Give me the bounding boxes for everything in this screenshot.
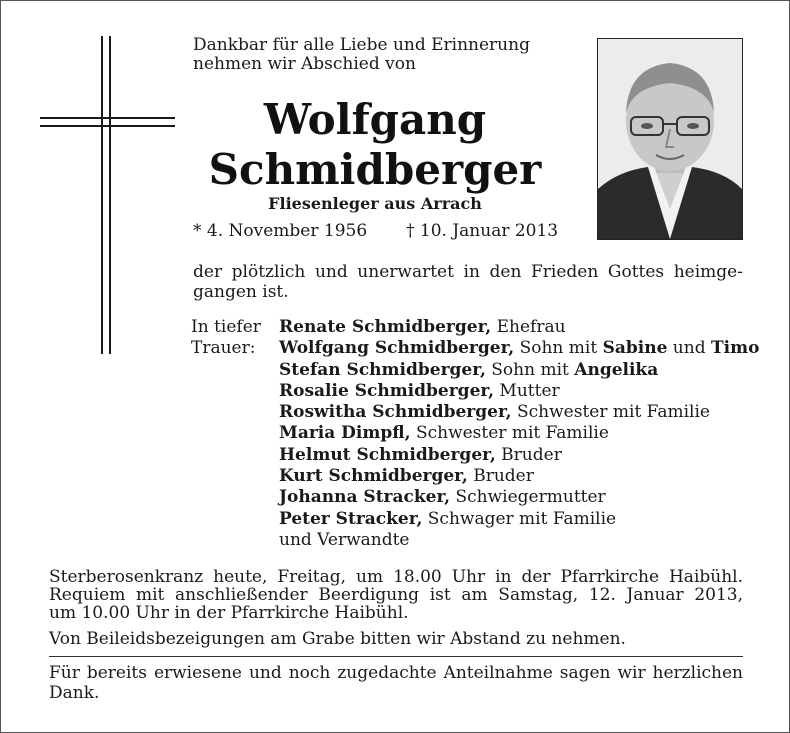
mourners-list <box>279 317 760 551</box>
deceased-first-name: Wolfgang <box>263 95 487 144</box>
services-text <box>49 568 743 622</box>
thanks-line: Für bereits erwiesene und noch zugedachte Anteilnahme sagen wir herzlichen <box>49 663 743 683</box>
death-circumstance-line: gangen ist. <box>193 282 289 302</box>
mourner-item: Rosalie Schmidberger, Mutter <box>279 380 560 401</box>
thanks-text <box>49 663 743 703</box>
mourner-item: Maria Dimpfl, Schwester mit Familie <box>279 423 609 444</box>
thanks-line: Dank. <box>49 683 100 703</box>
mourner-item: Roswitha Schmidberger, Schwester mit Familie <box>279 402 710 423</box>
deceased-occupation: Fliesenleger aus Arrach <box>268 194 482 213</box>
divider-line <box>49 656 743 657</box>
mourning-label-line: In tiefer <box>191 317 261 337</box>
intro-line: nehmen wir Abschied von <box>193 54 416 74</box>
mourner-item: Stefan Schmidberger, Sohn mit Angelika <box>279 359 659 380</box>
death-circumstance-line: der plötzlich und unerwartet in den Frieden Gottes heimge- <box>193 262 743 282</box>
condolences-note: Von Beileidsbezeigungen am Grabe bitten wir Abstand zu nehmen. <box>49 629 626 649</box>
deceased-last-name: Schmidberger <box>208 145 542 194</box>
cross-icon <box>40 36 175 356</box>
mourner-item: Johanna Stracker, Schwiegermutter <box>279 487 606 508</box>
mourner-item: Kurt Schmidberger, Bruder <box>279 466 534 487</box>
mourning-label-line: Trauer: <box>191 338 256 358</box>
mourner-item: Renate Schmidberger, Ehefrau <box>279 317 566 337</box>
death-circumstance <box>193 262 743 302</box>
services-line: Requiem mit anschließender Beerdigung ist am Samstag, 12. Januar 2013, <box>49 585 743 605</box>
death-date: † 10. Januar 2013 <box>406 221 559 241</box>
services-line: Sterberosenkranz heute, Freitag, um 18.00 Uhr in der Pfarrkirche Haibühl. <box>49 567 743 587</box>
mourner-item: Helmut Schmidberger, Bruder <box>279 444 562 465</box>
birth-date: * 4. November 1956 <box>193 221 368 241</box>
intro-text <box>193 36 583 74</box>
mourner-item: und Verwandte <box>279 529 410 550</box>
intro-line: Dankbar für alle Liebe und Erinnerung <box>193 35 530 55</box>
mourning-label <box>191 317 261 359</box>
portrait-photo <box>597 38 743 240</box>
portrait-image <box>598 39 742 239</box>
services-line: um 10.00 Uhr in der Pfarrkirche Haibühl. <box>49 603 409 623</box>
mourner-item: Wolfgang Schmidberger, Sohn mit Sabine und Timo <box>279 338 760 359</box>
mourner-item: Peter Stracker, Schwager mit Familie <box>279 508 617 529</box>
